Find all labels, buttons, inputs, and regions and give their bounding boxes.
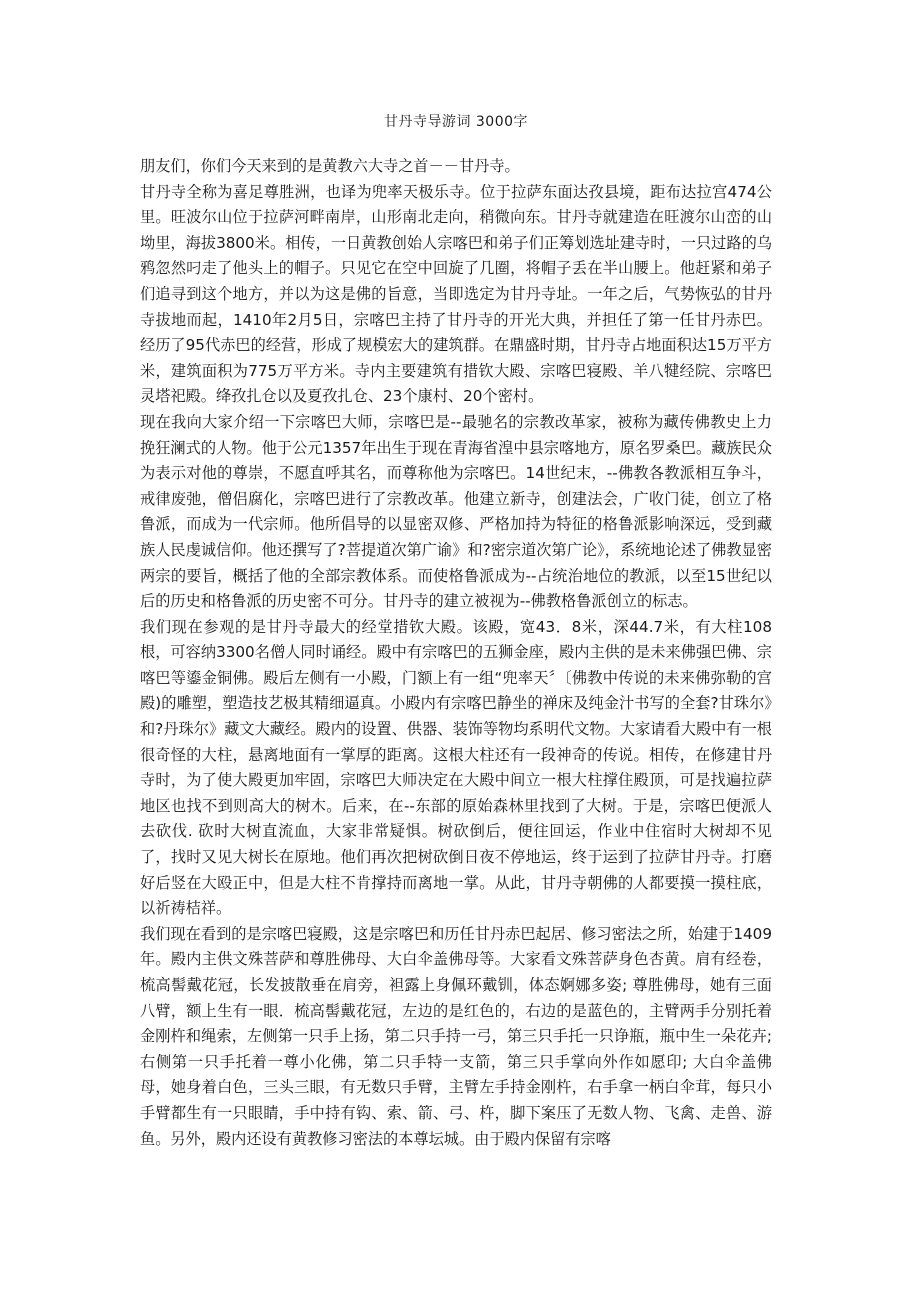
paragraph-bedchamber-hall: 我们现在看到的是宗喀巴寝殿，这是宗喀巴和历任甘丹赤巴起居、修习密法之所，始建于1409年。殿内主供文殊菩萨和尊胜佛母、大白伞盖佛母等。大家看文殊菩萨身色杏黄。肩有经卷，梳高髻戴花冠，长发披散垂在肩旁，袒露上身佩环戴钏，体态婀娜多姿; 尊胜佛母，她有三面八臂，额上生有一眼．梳高髻戴花冠，左边的是红色的，右边的是蓝色的，主臂两手分别托着金刚杵和绳索，左侧第一只手上扬，第二只手持一弓，第三只手托一只诤瓶，瓶中生一朵花卉; 右侧第一只手托着一尊小化佛，第二只手特一支箭，第三只手掌向外作如愿印; 大白伞盖佛母，她身着白色，三头三眼，有无数只手臂，主臂左手持金刚杵，右手拿一柄白伞茸，每只小手臂都生有一只眼睛，手中持有钩、索、箭、弓、杵，脚下案压了无数人物、飞禽、走兽、游鱼。另外，殿内还设有黄教修习密法的本尊坛城。由于殿内保留有宗喀	[140, 924, 772, 1148]
document-title: 甘丹寺导游词 3000字	[383, 114, 529, 130]
paragraph-greeting: 朋友们，你们今天来到的是黄教六大寺之首－－甘丹寺。	[140, 157, 520, 175]
paragraph-assembly-hall: 我们现在参观的是甘丹寺最大的经堂措钦大殿。该殿，宽43．8米，深44.7米，有大柱108根，可容纳3300名僧人同时诵经。殿中有宗喀巴的五狮金座，殿内主供的是未来佛强巴佛、宗喀巴等鎏金铜佛。殿后左侧有一小殿，门额上有一组“兜率天〞〔佛教中传说的未来佛弥勒的宫殿)的雕塑，塑造技艺极其精细逼真。小殿内有宗喀巴静坐的禅床及纯金汁书写的全套?甘珠尔》和?丹珠尔》藏文大藏经。殿内的设置、供器、装饰等物均系明代文物。大家请看大殿中有一根很奇怪的大柱，悬离地面有一掌厚的距离。这根大柱还有一段神奇的传说。相传，在修建甘丹寺时，为了使大殿更加牢固，宗喀巴大师决定在大殿中间立一根大柱撑住殿顶，可是找遍拉萨地区也找不到则高大的树木。后来，在--东部的原始森林里找到了大树。于是，宗喀巴便派人去砍伐. 砍时大树直流血，大家非常疑惧。树砍倒后，便往回运，作业中住宿时大树却不见了，找时又见大树长在原地。他们再次把树砍倒日夜不停地运，终于运到了拉萨甘丹寺。打磨好后竖在大殴正中，但是大柱不肯撑持而离地一掌。从此，甘丹寺朝佛的人都要摸一摸柱底，以祈祷桔祥。	[140, 617, 772, 918]
paragraph-temple-overview: 甘丹寺全称为喜足尊胜洲，也译为兜率天极乐寺。位于拉萨东面达孜县境，距布达拉宫474公里。旺波尔山位于拉萨河畔南岸，山形南北走向，稍微向东。甘丹寺就建造在旺渡尔山峦的山坳里，海拔3800米。相传，一日黄教创始人宗喀巴和弟子们正筹划选址建寺时，一只过路的乌鸦忽然叼走了他头上的帽子。只见它在空中回旋了几圈，将帽子丢在半山腰上。他赶紧和弟子们追寻到这个地方，并以为这是佛的旨意，当即选定为甘丹寺址。一年之后，气势恢弘的甘丹寺拔地而起，1410年2月5日，宗喀巴主持了甘丹寺的开光大典，并担任了第一任甘丹赤巴。经历了95代赤巴的经营，形成了规模宏大的建筑群。在鼎盛时期，甘丹寺占地面积达15万平方米，建筑面积为775万平方米。寺内主要建筑有措钦大殿、宗喀巴寝殿、羊八犍经院、宗喀巴灵塔祀殿。绛孜扎仓以及夏孜扎仓、23个康村、20个密村。	[140, 182, 772, 406]
paragraph-tsongkhapa: 现在我向大家介绍一下宗喀巴大师，宗喀巴是--最驰名的宗教改革家，被称为藏传佛教史上力挽狂澜式的人物。他于公元1357年出生于现在青海省湟中县宗喀地方，原名罗桑巴。藏族民众为表示对他的尊崇，不愿直呼其名，而尊称他为宗喀巴。14世纪末，--佛教各教派相互争斗，戒律废弛，僧侣腐化，宗喀巴进行了宗教改革。他建立新寺，创建法会，广收门徒，创立了格鲁派，而成为一代宗师。他所倡导的以显密双修、严格加持为特征的格鲁派影响深远，受到藏族人民虔诚信仰。他还撰写了?菩提道次第广谕》和?密宗道次第广论》，系统地论述了佛教显密两宗的要旨，概括了他的全部宗教体系。而使格鲁派成为--占统治地位的教派，以至15世纪以后的历史和格鲁派的历史密不可分。甘丹寺的建立被视为--佛教格鲁派创立的标志。	[140, 412, 772, 611]
